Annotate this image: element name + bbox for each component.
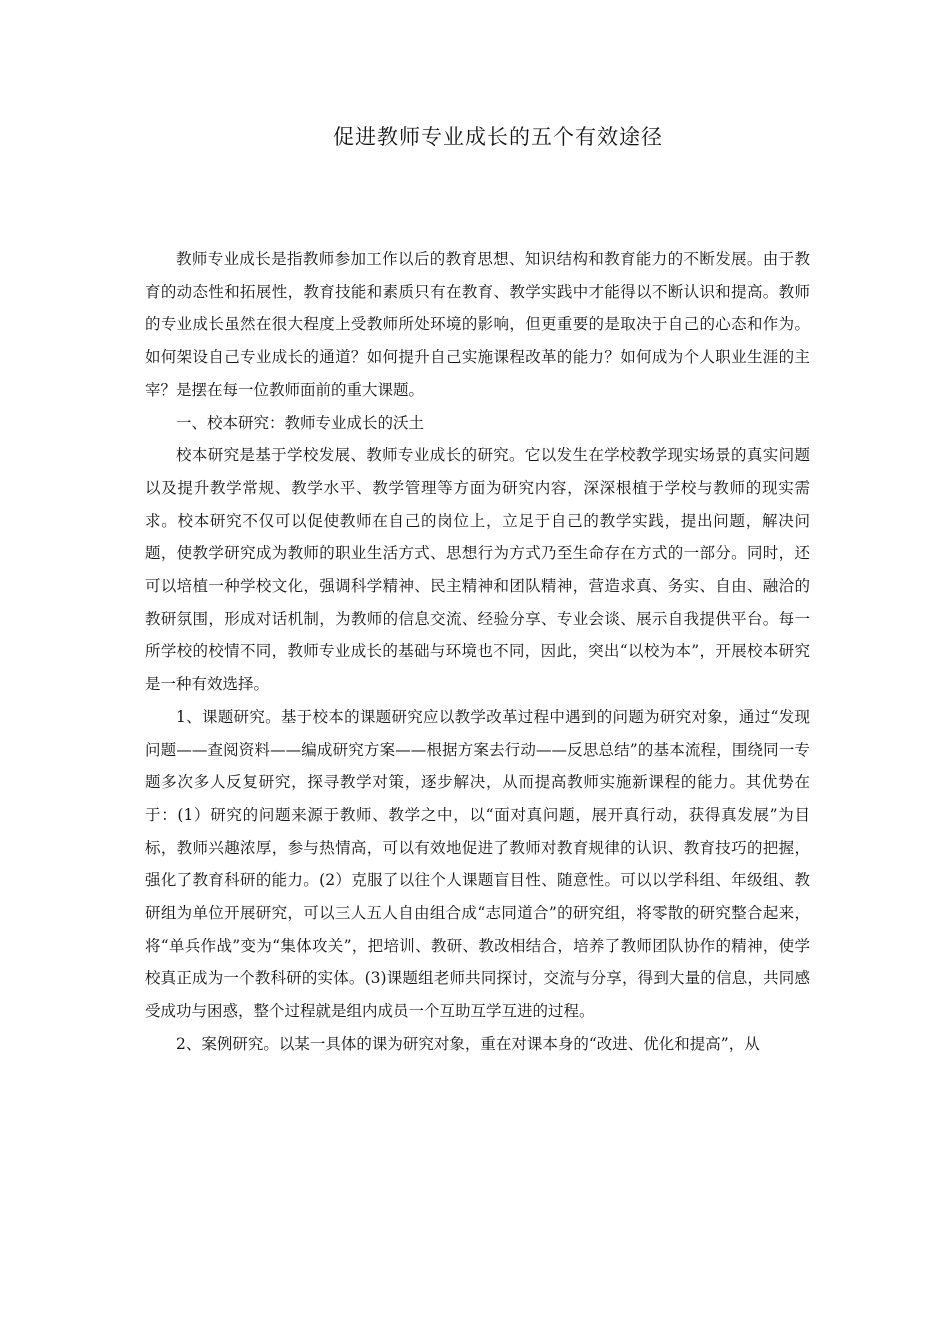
document-body — [145, 243, 810, 1061]
topic-research-paragraph: 1、课题研究。基于校本的课题研究应以教学改革过程中遇到的问题为研究对象，通过“发现问题——查阅资料——编成研究方案——根据方案去行动——反思总结”的基本流程，围绕同一专题多次多人反复研究，探寻教学对策，逐步解决，从而提高教师实施新课程的能力。其优势在于：(1）研究的问题来源于教师、教学之中，以“面对真问题，展开真行动，获得真发展”为目标，教师兴趣浓厚，参与热情高，可以有效地促进了教师对教育规律的认识、教育技巧的把握，强化了教育科研的能力。(2）克服了以往个人课题盲目性、随意性。可以以学科组、年级组、教研组为单位开展研究，可以三人五人自由组合成“志同道合”的研究组，将零散的研究整合起来，将“单兵作战”变为“集体攻关”，把培训、教研、教改相结合，培养了教师团队协作的精神，使学校真正成为一个教科研的实体。(3)课题组老师共同探讨，交流与分享，得到大量的信息，共同感受成功与困惑，整个过程就是组内成员一个互助互学互进的过程。 — [145, 707, 810, 1021]
section-heading: 一、校本研究：教师专业成长的沃土 — [176, 413, 425, 432]
case-research-paragraph: 2、案例研究。以某一具体的课为研究对象，重在对课本身的“改进、优化和提高”，从 — [176, 1034, 760, 1053]
intro-paragraph: 教师专业成长是指教师参加工作以后的教育思想、知识结构和教育能力的不断发展。由于教育的动态性和拓展性，教育技能和素质只有在教育、教学实践中才能得以不断认识和提高。教师的专业成长虽然在很大程度上受教师所处环境的影响，但更重要的是取决于自己的心态和作为。如何架设自己专业成长的通道？如何提升自己实施课程改革的能力？如何成为个人职业生涯的主宰？是摆在每一位教师面前的重大课题。 — [145, 250, 810, 399]
document-title: 促进教师专业成长的五个有效途径 — [333, 125, 663, 149]
school-research-paragraph: 校本研究是基于学校发展、教师专业成长的研究。它以发生在学校教学现实场景的真实问题以及提升教学常规、教学水平、教学管理等方面为研究内容，深深根植于学校与教师的现实需求。校本研究不仅可以促使教师在自己的岗位上，立足于自己的教学实践，提出问题，解决问题，使教学研究成为教师的职业生活方式、思想行为方式乃至生命存在方式的一部分。同时，还可以培植一种学校文化，强调科学精神、民主精神和团队精神，营造求真、务实、自由、融洽的教研氛围，形成对话机制，为教师的信息交流、经验分享、专业会谈、展示自我提供平台。每一所学校的校情不同，教师专业成长的基础与环境也不同，因此，突出“以校为本”，开展校本研究是一种有效选择。 — [145, 446, 810, 694]
